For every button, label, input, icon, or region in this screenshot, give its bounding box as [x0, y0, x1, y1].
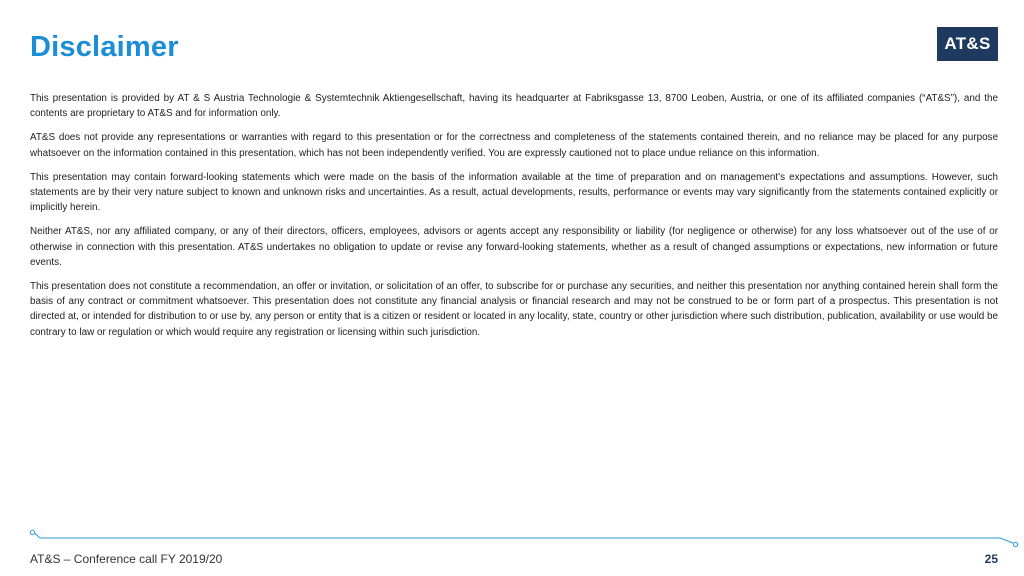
slide-title: Disclaimer [30, 31, 179, 63]
footer-divider-path [35, 533, 1014, 543]
footer-divider [0, 528, 1024, 548]
logo-text: AT&S [944, 34, 991, 53]
footer-divider-start-dot [30, 530, 34, 534]
disclaimer-paragraph: This presentation may contain forward-looking statements which were made on the basis of the information available at the time of preparation and on management’s expectations and assumptions. However, such statements are by their very nature subject to known and unknown risks and uncertainties. As a result, actual developments, results, performance or events may vary significantly from the statements contained explicitly or implicitly herein. [30, 171, 998, 214]
disclaimer-paragraph: This presentation does not constitute a recommendation, an offer or invitation, or solicitation of an offer, to subscribe for or purchase any securities, and neither this presentation nor anything contained herein shall form the basis of any contract or commitment whatsoever. This presentation does not constitute any financial analysis or financial research and may not be construed to be or form part of a prospectus. This presentation is not directed at, or intended for distribution to or use by, any person or entity that is a citizen or resident or located in any locality, state, country or other jurisdiction where such distribution, publication, availability or use would be contrary to law or regulation or which would require any registration or licensing within such jurisdiction. [30, 281, 998, 338]
page-number: 25 [984, 552, 998, 566]
disclaimer-body [30, 91, 998, 349]
disclaimer-paragraph: AT&S does not provide any representations or warranties with regard to this presentation or for the correctness and completeness of the statements contained therein, and no reliance may be placed for any purpose whatsoever on the information contained in this presentation, which has not been independently verified. You are expressly cautioned not to place undue reliance on this information. [30, 132, 998, 159]
footer-caption: AT&S – Conference call FY 2019/20 [30, 552, 223, 566]
company-logo [937, 27, 998, 61]
footer-divider-end-dot [1013, 542, 1017, 546]
disclaimer-paragraph: Neither AT&S, nor any affiliated company, or any of their directors, officers, employees, advisors or agents accept any responsibility or liability (for negligence or otherwise) for any loss whatsoever out of the use of or otherwise in connection with this presentation. AT&S undertakes no obligation to update or revise any forward-looking statements, whether as a result of changed assumptions or expectations, new information or future events. [30, 226, 998, 268]
disclaimer-paragraph: This presentation is provided by AT & S Austria Technologie & Systemtechnik Aktiengesellschaft, having its headquarter at Fabriksgasse 13, 8700 Leoben, Austria, or one of its affiliated companies (“AT&S”), and the contents are proprietary to AT&S and for information only. [30, 93, 998, 120]
